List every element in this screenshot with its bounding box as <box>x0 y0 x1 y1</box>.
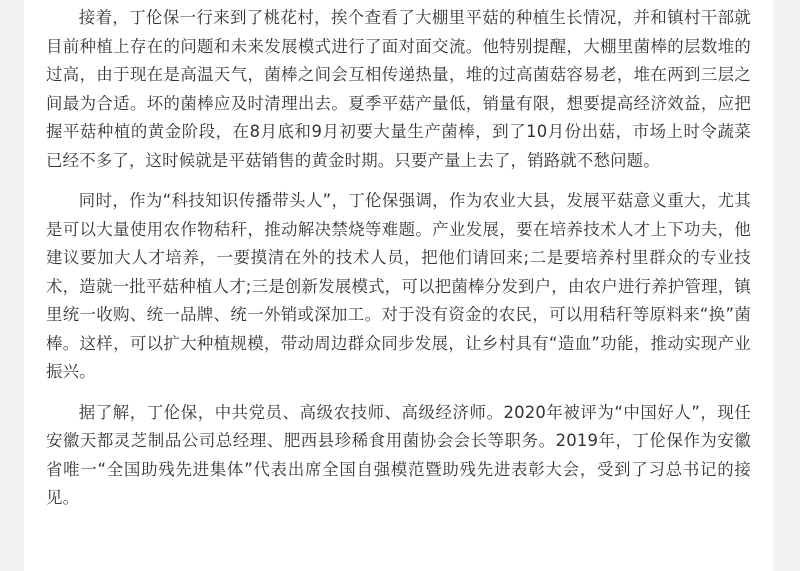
paragraph-2: 同时，作为“科技知识传播带头人”，丁伦保强调，作为农业大县，发展平菇意义重大，尤其是可以大量使用农作物秸秆，推动解决禁烧等难题。产业发展，要在培养技术人才上下功夫，他建议要加大人才培养，一要摸清在外的技术人员，把他们请回来;二是要培养村里群众的专业技术，造就一批平菇种植人才;三是创新发展模式，可以把菌棒分发到户，由农户进行养护管理，镇里统一收购、统一品牌、统一外销或深加工。对于没有资金的农民，可以用秸秆等原料来“换”菌棒。这样，可以扩大种植规模，带动周边群众同步发展，让乡村具有“造血”功能，推动实现产业振兴。 <box>46 191 751 381</box>
paragraph-3: 据了解，丁伦保，中共党员、高级农技师、高级经济师。2020年被评为“中国好人”，现任安徽天都灵芝制品公司总经理、肥西县珍稀食用菌协会会长等职务。2019年，丁伦保作为安徽省唯一“全国助残先进集体”代表出席全国自强模范暨助残先进表彰大会，受到了习总书记的接见。 <box>46 402 751 507</box>
article-body <box>24 0 773 571</box>
paragraph-1: 接着，丁伦保一行来到了桃花村，挨个查看了大棚里平菇的种植生长情况，并和镇村干部就目前种植上存在的问题和未来发展模式进行了面对面交流。他特别提醒，大棚里菌棒的层数堆的过高，由于现在是高温天气，菌棒之间会互相传递热量，堆的过高菌菇容易老，堆在两到三层之间最为合适。坏的菌棒应及时清理出去。夏季平菇产量低，销量有限，想要提高经济效益，应把握平菇种植的黄金阶段，在8月底和9月初要大量生产菌棒，到了10月份出菇，市场上时令蔬菜已经不多了，这时候就是平菇销售的黄金时期。只要产量上去了，销路就不愁问题。 <box>46 8 751 170</box>
